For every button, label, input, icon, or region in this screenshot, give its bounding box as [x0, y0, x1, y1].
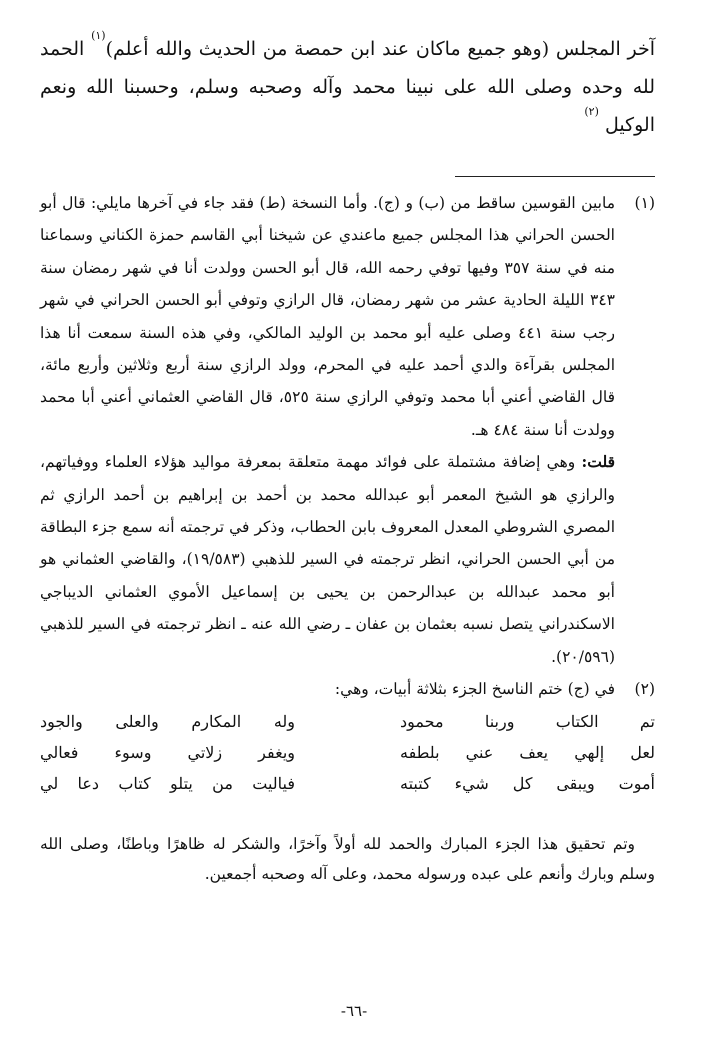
footnote-1-number: (١) — [634, 194, 655, 212]
qult-label: قلت: — [581, 452, 615, 472]
footnote-1-paragraph-2 — [40, 446, 615, 673]
main-line-rest: الحمد لله وحده وصلى الله على نبينا محمد وآله وصحبه وسلم، وحسبنا الله ونعم الوكيل — [40, 38, 655, 136]
footnotes — [40, 187, 655, 799]
main-line-part: آخر المجلس (وهو جميع ماكان عند ابن حمصة من الحديث والله أعلم) — [105, 38, 655, 60]
closing-paragraph — [40, 829, 655, 889]
verse-hemistich-second: فياليت من يتلو كتاب دعا لي — [40, 773, 295, 793]
main-paragraph — [40, 30, 655, 144]
footnote-1-body — [40, 187, 615, 673]
poem-verse — [40, 706, 655, 737]
footnote-2 — [40, 673, 655, 705]
footnote-2-body — [40, 673, 615, 705]
footnote-ref-2[interactable]: (٢) — [584, 105, 599, 118]
verse-hemistich-first: تم الكتاب وربنا محمود — [400, 711, 655, 731]
verse-hemistich-first: لعل إلهي يعف عني بلطفه — [400, 742, 655, 762]
footnote-2-intro: في (ج) ختم الناسخ الجزء بثلاثة أبيات، وهي: — [334, 680, 615, 699]
footnote-ref-1[interactable]: (١) — [91, 29, 106, 42]
verse-hemistich-second: وله المكارم والعلى والجود — [40, 711, 295, 731]
verse-hemistich-first: أموت ويبقى كل شيء كتبته — [400, 773, 655, 793]
poem-verse — [40, 768, 655, 799]
main-text — [40, 30, 655, 144]
footnote-2-number: (٢) — [634, 680, 655, 699]
footnote-divider — [455, 176, 655, 177]
page-content — [40, 30, 655, 889]
verse-hemistich-second: ويغفر زلاتي وسوء فعالي — [40, 742, 295, 762]
page-number: -٦٦- — [340, 1002, 368, 1020]
poem — [40, 706, 655, 799]
footnote-1 — [40, 187, 655, 673]
poem-verse — [40, 737, 655, 768]
footnote-1-paragraph-1: مابين القوسين ساقط من (ب) و (ج). وأما النسخة (ط) فقد جاء في آخرها مايلي: قال أبو الحسن الحراني هذا المجلس جميع ماعندي عن شيخنا أبي القاسم حمزة الكناني وسماعنا منه في سنة ٣٥٧ وفيها توفي رحمه الله، قال أبو الحسن وولدت أنا في شهر رمضان سنة ٣٤٣ الليلة الحادية عشر من شهر رمضان، قال الرازي وتوفي أبو الحسن الحراني في شهر رجب سنة ٤٤١ وصلى عليه أبو محمد بن الوليد المالكي، وفي هذه السنة سمعت أنا هذا المجلس بقرآءة والدي أحمد عليه في المحرم، وولد الرازي سنة أربع وثلاثين وأربع مائة، قال القاضي أعني أبا محمد وتوفي الرازي سنة ٥٢٥، قال القاضي العثماني أعني أبا محمد وولدت أنا سنة ٤٨٤ هـ. — [40, 194, 615, 439]
closing-text: وتم تحقيق هذا الجزء المبارك والحمد لله أولاً وآخرًا، والشكر له ظاهرًا وباطنًا، وصلى الله وسلم وبارك وأنعم على عبده ورسوله محمد، وعلى آله وصحبه أجمعين. — [40, 834, 655, 883]
footnote-1-paragraph-2-text: وهي إضافة مشتملة على فوائد مهمة متعلقة بمعرفة مواليد هؤلاء العلماء ووفياتهم، والرازي هو الشيخ المعمر أبو عبدالله محمد بن أحمد بن إبراهيم بن أحمد الرازي ثم المصري الشروطي المعدل المعروف بابن الحطاب، وذكر في ترجمته أنه سمع جزء البطاقة من أبي الحسن الحراني، انظر ترجمته في السير للذهبي (١٩/٥٨٣)، والقاضي العثماني هو أبو محمد عبدالله بن عبدالرحمن بن يحيى بن إسماعيل الأموي العثماني الديباجي الاسكندراني يتصل نسبه بعثمان بن عفان ـ رضي الله عنه ـ انظر ترجمته في السير للذهبي (٢٠/٥٩٦). — [40, 453, 615, 666]
